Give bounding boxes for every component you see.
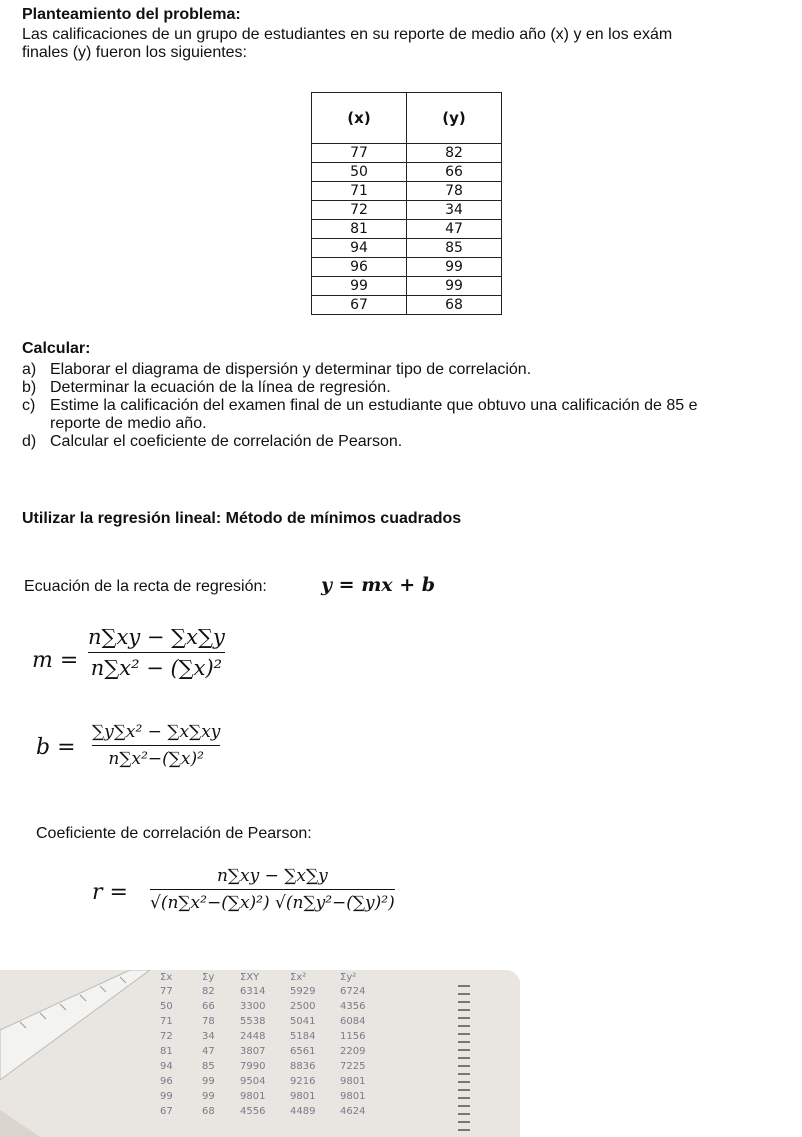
hw-cell: 9216 xyxy=(290,1076,316,1087)
hw-header: Σx² xyxy=(290,972,307,983)
hw-cell: 2500 xyxy=(290,1001,316,1012)
cell-x: 99 xyxy=(312,277,407,296)
hw-cell: 68 xyxy=(202,1106,215,1117)
calcular-heading: Calcular: xyxy=(22,340,91,357)
grades-table xyxy=(311,92,502,315)
item-text: Estime la calificación del examen final de un estudiante que obtuvo una calificación de 85 e xyxy=(50,397,698,414)
hw-cell: 7990 xyxy=(240,1061,266,1072)
item-text: Elaborar el diagrama de dispersión y determinar tipo de correlación. xyxy=(50,361,532,378)
hw-cell: 99 xyxy=(202,1091,215,1102)
b-numerator: ∑y∑x² − ∑x∑xy xyxy=(92,722,221,742)
hw-cell: 99 xyxy=(202,1076,215,1087)
cell-y: 66 xyxy=(407,163,502,182)
cell-y: 82 xyxy=(407,144,502,163)
item-label: d) xyxy=(22,433,37,450)
regression-equation: y = mx + b xyxy=(321,574,436,596)
list-item xyxy=(22,415,802,433)
cell-y: 99 xyxy=(407,258,502,277)
intro-line-2: finales (y) fueron los siguientes: xyxy=(22,44,247,61)
hw-header: Σy xyxy=(202,972,215,983)
m-lhs: m = xyxy=(32,648,79,673)
hw-cell: 4624 xyxy=(340,1106,366,1117)
table-row xyxy=(312,239,502,258)
list-item xyxy=(22,379,802,397)
cell-x: 67 xyxy=(312,296,407,315)
hw-cell: 5184 xyxy=(290,1031,316,1042)
pearson-label: Coeficiente de correlación de Pearson: xyxy=(36,825,312,842)
table-row xyxy=(312,163,502,182)
cell-x: 50 xyxy=(312,163,407,182)
table-row xyxy=(312,277,502,296)
col-header-x: (x) xyxy=(312,93,407,144)
hw-cell: 66 xyxy=(202,1001,215,1012)
table-row xyxy=(312,201,502,220)
cell-x: 96 xyxy=(312,258,407,277)
item-text: Determinar la ecuación de la línea de regresión. xyxy=(50,379,391,396)
item-text: reporte de medio año. xyxy=(50,415,207,432)
m-formula xyxy=(88,625,225,680)
b-formula xyxy=(92,722,220,769)
hw-cell: 77 xyxy=(160,986,173,997)
hw-cell: 5041 xyxy=(290,1016,316,1027)
hw-header: ΣXY xyxy=(240,972,260,983)
regression-label: Ecuación de la recta de regresión: xyxy=(24,578,267,595)
hw-cell: 67 xyxy=(160,1106,173,1117)
cell-y: 68 xyxy=(407,296,502,315)
hw-cell: 71 xyxy=(160,1016,173,1027)
notebook-spiral xyxy=(458,985,470,1135)
hw-cell: 5538 xyxy=(240,1016,266,1027)
hw-cell: 9801 xyxy=(240,1091,266,1102)
hw-cell: 2448 xyxy=(240,1031,266,1042)
hw-cell: 85 xyxy=(202,1061,215,1072)
hw-cell: 1156 xyxy=(340,1031,366,1042)
table-row xyxy=(312,258,502,277)
hw-cell: 6724 xyxy=(340,986,366,997)
table-row xyxy=(312,296,502,315)
cell-y: 78 xyxy=(407,182,502,201)
hw-cell: 4556 xyxy=(240,1106,266,1117)
hw-header: Σx xyxy=(160,972,173,983)
hw-cell: 99 xyxy=(160,1091,173,1102)
table-row xyxy=(312,182,502,201)
hw-cell: 6084 xyxy=(340,1016,366,1027)
list-item xyxy=(22,397,802,415)
item-label: a) xyxy=(22,361,37,378)
hw-cell: 9504 xyxy=(240,1076,266,1087)
cell-x: 71 xyxy=(312,182,407,201)
hw-cell: 2209 xyxy=(340,1046,366,1057)
problem-statement xyxy=(22,26,802,62)
hw-cell: 3300 xyxy=(240,1001,266,1012)
hw-cell: 50 xyxy=(160,1001,173,1012)
intro-line-1: Las calificaciones de un grupo de estudiantes en su reporte de medio año (x) y en los exám xyxy=(22,26,673,43)
hw-cell: 9801 xyxy=(340,1091,366,1102)
hw-cell: 5929 xyxy=(290,986,316,997)
task-list xyxy=(22,361,802,451)
hw-cell: 96 xyxy=(160,1076,173,1087)
r-denominator: √(n∑x²−(∑x)²) √(n∑y²−(∑y)²) xyxy=(150,893,395,913)
hw-cell: 81 xyxy=(160,1046,173,1057)
hw-cell: 94 xyxy=(160,1061,173,1072)
b-lhs: b = xyxy=(36,735,76,760)
r-lhs: r = xyxy=(92,880,128,905)
hw-cell: 6561 xyxy=(290,1046,316,1057)
list-item xyxy=(22,433,802,451)
r-numerator: n∑xy − ∑x∑y xyxy=(216,866,328,886)
item-label: b) xyxy=(22,379,37,396)
cell-y: 34 xyxy=(407,201,502,220)
hw-cell: 82 xyxy=(202,986,215,997)
problem-heading: Planteamiento del problema: xyxy=(22,6,241,23)
hw-cell: 6314 xyxy=(240,986,266,997)
cell-x: 77 xyxy=(312,144,407,163)
r-formula xyxy=(150,866,395,913)
list-item xyxy=(22,361,802,379)
cell-y: 99 xyxy=(407,277,502,296)
m-numerator: n∑xy − ∑x∑y xyxy=(88,625,225,649)
hw-cell: 47 xyxy=(202,1046,215,1057)
col-header-y: (y) xyxy=(407,93,502,144)
table-row xyxy=(312,220,502,239)
hw-cell: 78 xyxy=(202,1016,215,1027)
cell-y: 47 xyxy=(407,220,502,239)
item-text: Calcular el coeficiente de correlación de Pearson. xyxy=(50,433,403,450)
hw-cell: 34 xyxy=(202,1031,215,1042)
hw-cell: 4489 xyxy=(290,1106,316,1117)
cell-y: 85 xyxy=(407,239,502,258)
cell-x: 94 xyxy=(312,239,407,258)
hw-cell: 4356 xyxy=(340,1001,366,1012)
hw-cell: 9801 xyxy=(340,1076,366,1087)
hw-cell: 9801 xyxy=(290,1091,316,1102)
hw-cell: 7225 xyxy=(340,1061,366,1072)
hw-cell: 3807 xyxy=(240,1046,266,1057)
table-row xyxy=(312,144,502,163)
method-heading: Utilizar la regresión lineal: Método de mínimos cuadrados xyxy=(22,510,462,527)
b-denominator: n∑x²−(∑x)² xyxy=(108,749,204,769)
cell-x: 72 xyxy=(312,201,407,220)
hw-header: Σy² xyxy=(340,972,357,983)
m-denominator: n∑x² − (∑x)² xyxy=(90,656,223,680)
cell-x: 81 xyxy=(312,220,407,239)
item-label: c) xyxy=(22,397,36,414)
hw-cell: 72 xyxy=(160,1031,173,1042)
hw-cell: 8836 xyxy=(290,1061,316,1072)
